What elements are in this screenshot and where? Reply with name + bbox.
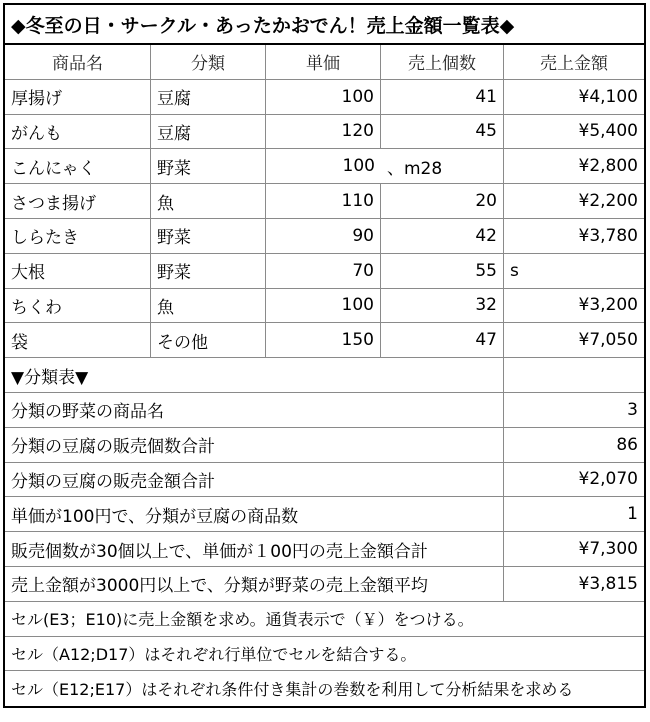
cell-name[interactable]: がんも [5,115,151,149]
table-row [5,184,644,219]
cell-category[interactable]: 魚 [151,184,266,218]
summary-label[interactable]: 売上金額が3000円以上で、分類が野菜の売上金額平均 [5,567,504,601]
cell-price[interactable]: 110 [266,184,381,218]
cell-name[interactable]: しらたき [5,219,151,253]
table-row [5,323,644,358]
header-row [5,45,644,80]
cell-qty[interactable]: 、m28 [381,149,504,183]
cell-category[interactable]: 野菜 [151,219,266,253]
cell-name[interactable]: 大根 [5,254,151,288]
cell-qty[interactable]: 45 [381,115,504,149]
summary-label[interactable]: 分類の豆腐の販売金額合計 [5,463,504,497]
note-row [5,671,644,706]
summary-title-value[interactable] [504,358,644,392]
summary-row [5,497,644,532]
cell-amount[interactable]: ¥3,780 [578,225,638,246]
note-row [5,602,644,637]
table-row [5,149,644,184]
summary-row [5,428,644,463]
header-name[interactable]: 商品名 [5,45,151,79]
cell-qty[interactable]: 32 [381,289,504,323]
note-text[interactable]: セル(E3；E10)に売上金額を求め。通貨表示で（￥）をつける。 [11,610,474,630]
cell-qty[interactable]: 41 [381,80,504,114]
cell-amount[interactable]: ¥7,050 [578,330,638,351]
table-row [5,289,644,324]
cell-category[interactable]: 豆腐 [151,80,266,114]
cell-price[interactable]: 120 [266,115,381,149]
summary-value[interactable]: 3 [627,399,638,420]
cell-price[interactable]: 150 [266,323,381,357]
summary-label[interactable]: 販売個数が30個以上で、単価が１00円の売上金額合計 [5,532,504,566]
cell-amount[interactable]: ¥2,200 [578,191,638,212]
cell-name[interactable]: 厚揚げ [5,80,151,114]
summary-row [5,463,644,498]
cell-qty[interactable]: 42 [381,219,504,253]
cell-name[interactable]: こんにゃく [5,149,151,183]
cell-price[interactable]: 100 [266,80,381,114]
cell-amount[interactable] [504,254,644,288]
cell-amount[interactable]: ¥2,800 [578,156,638,177]
cell-price[interactable]: 100 [266,289,381,323]
summary-label[interactable]: 分類の野菜の商品名 [5,393,504,427]
summary-label[interactable]: 分類の豆腐の販売個数合計 [5,428,504,462]
summary-value[interactable]: ¥2,070 [578,469,638,490]
header-qty[interactable]: 売上個数 [381,45,504,79]
summary-value[interactable]: ¥3,815 [578,573,638,594]
summary-title[interactable]: ▼分類表▼ [5,358,504,392]
cell-name[interactable]: さつま揚げ [5,184,151,218]
summary-row [5,393,644,428]
cell-name[interactable]: 袋 [5,323,151,357]
cell-category[interactable]: 野菜 [151,149,266,183]
cell-qty[interactable]: 47 [381,323,504,357]
summary-row [5,567,644,602]
cell-category[interactable]: 豆腐 [151,115,266,149]
table-row [5,254,644,289]
summary-value[interactable]: 1 [627,504,638,525]
cell-name[interactable]: ちくわ [5,289,151,323]
note-text[interactable]: セル（A12;D17）はそれぞれ行単位でセルを結合する。 [11,644,417,664]
cell-amount[interactable]: ¥5,400 [578,121,638,142]
cell-stray-text: s [510,260,519,281]
note-text[interactable]: セル（E12;E17）はそれぞれ条件付き集計の巻数を利用して分析結果を求める [11,680,574,700]
cell-qty[interactable]: 55 [381,254,504,288]
header-amount[interactable]: 売上金額 [540,54,608,75]
cell-price[interactable]: 90 [266,219,381,253]
cell-category[interactable]: 野菜 [151,254,266,288]
cell-qty[interactable]: 20 [381,184,504,218]
summary-value[interactable]: ¥7,300 [578,539,638,560]
cell-price[interactable]: 70 [266,254,381,288]
summary-title-row [5,358,644,393]
table-row [5,80,644,115]
table-row [5,219,644,254]
table-row [5,115,644,150]
header-price[interactable]: 単価 [266,45,381,79]
header-category[interactable]: 分類 [151,45,266,79]
summary-label[interactable]: 単価が100円で、分類が豆腐の商品数 [5,497,504,531]
summary-row [5,532,644,567]
spreadsheet [3,3,646,708]
cell-category[interactable]: その他 [151,323,266,357]
title-row [5,5,644,45]
note-row [5,637,644,672]
sheet-title: ◆冬至の日・サークル・あったかおでん！売上金額一覧表◆ [11,14,515,37]
summary-value[interactable]: 86 [616,434,638,455]
cell-amount[interactable]: ¥3,200 [578,295,638,316]
cell-amount[interactable]: ¥4,100 [578,86,638,107]
cell-category[interactable]: 魚 [151,289,266,323]
cell-price[interactable]: 100 [342,156,375,177]
